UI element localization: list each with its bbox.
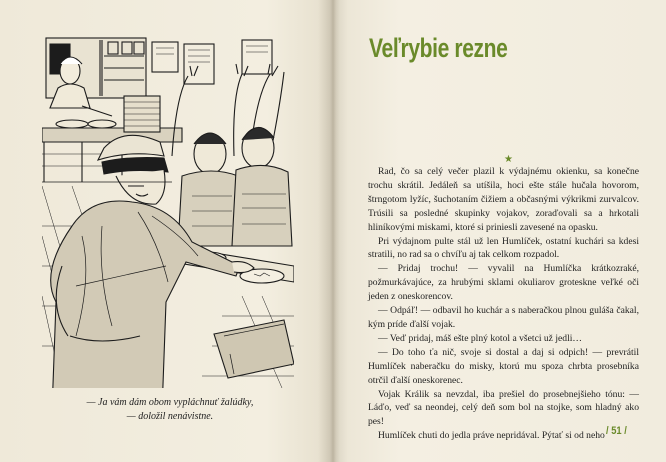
paragraph-5: — Veď pridaj, máš ešte plný kotol a všetci už jedli…	[378, 332, 582, 344]
paragraph-1: Rad, čo sa celý večer plazil k výdajnému okienku, sa konečne trochu skrátil. Jedáleň sa utíšila, hoci ešte stále hučala hovorom, štrngotom lyžíc, šuchotaním čižiem a občasnými výkrikmi zurvalcov. Trúsili sa posledné skupinky vojakov, zoraďovali sa a hrkotali hliníkovými miskami, ktoré si priniesli zavesené na opasku.	[368, 166, 639, 233]
illustration-caption	[40, 396, 300, 423]
body-text	[368, 165, 639, 443]
paragraph-3: — Pridaj trochu! — vyvalil na Humlíčka krátkozraké, požmurkávajúce, za hrubými sklami okuliarov groteskne veľké oči jeden z oneskorencov.	[368, 263, 639, 303]
paragraph-8: Humlíček chuti do jedla práve nepridával. Pýtať si od neho	[378, 430, 605, 442]
paragraph-4: — Odpáľ! — odbavil ho kuchár a s naberačkou plnou guláša čakal, kým príde ďalší vojak.	[368, 305, 639, 330]
chapter-title: Veľrybie rezne	[369, 33, 508, 63]
star-ornament-icon: ★	[504, 154, 513, 165]
caption-line-2: — doložil nenávistne.	[126, 410, 214, 422]
paragraph-6: — Do toho ťa nič, svoje si dostal a daj si odpich! — prevrátil Humlíček naberačku do misky, ktorú mu spoza chrbta prosebníka otrčil ďalší oneskorenec.	[368, 346, 639, 386]
paragraph-7: Vojak Králik sa nevzdal, iba prešiel do prosebnejšieho tónu: — Láďo, veď sa neondej, celý deň som bol na stojke, som hladný ako pes!	[368, 388, 639, 428]
kitchen-illustration	[42, 36, 294, 388]
book-gutter	[318, 0, 348, 462]
page-number: / 51 /	[606, 425, 627, 437]
caption-line-1: — Ja vám dám obom vypláchnuť žalúdky,	[86, 397, 254, 408]
paragraph-2: Pri výdajnom pulte stál už len Humlíček, ostatní kuchári sa kdesi stratili, no rad sa o chvíľu aj tak celkom rozpadol.	[368, 235, 639, 261]
